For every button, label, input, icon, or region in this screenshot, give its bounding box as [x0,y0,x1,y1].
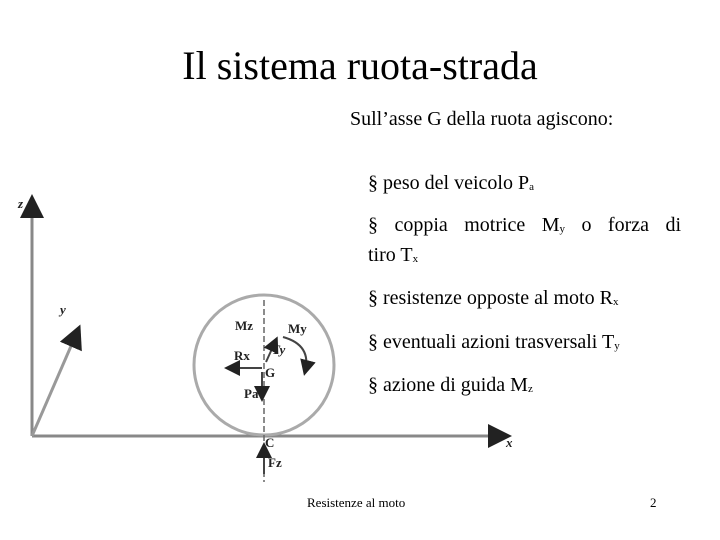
wheel-road-diagram [0,180,540,490]
bullet-marker: § [368,374,378,396]
intro-text: Sull’asse G della ruota agiscono: [350,108,614,130]
bullet-coppia: § coppia motrice $M_y$ o forza di tiro $T_x$ [368,214,681,266]
bullet-resistenze: § resistenze opposte al moto $R_x$ [368,287,619,309]
footer-text: Resistenze al moto [307,495,406,510]
pa-label: Pa [244,386,259,401]
bullet-marker: § [368,214,378,236]
bullet-marker: § [368,331,378,353]
z-axis-label: z [18,196,24,211]
bullet-peso: § peso del veicolo $P_a$ [368,172,534,194]
mz-label: Mz [235,318,254,333]
my-moment-arrow [283,337,306,372]
page-number: 2 [650,495,657,510]
rx-label: Rx [234,348,250,363]
ty-label: Ty [272,342,286,357]
y-axis [32,330,78,436]
bullet-guida: § azione di guida $M_z$ [368,374,533,396]
bullet-marker: § [368,172,378,194]
g-label: G [265,365,276,380]
c-label: C [265,435,275,450]
my-label: My [288,321,307,336]
bullet-marker: § [368,287,378,309]
y-axis-label: y [60,302,66,317]
bullet-trasversali: § eventuali azioni trasversali $T_y$ [368,331,620,353]
slide-title: Il sistema ruota-strada [182,43,538,88]
x-axis-label: x [506,435,513,450]
fz-label: Fz [268,455,282,470]
